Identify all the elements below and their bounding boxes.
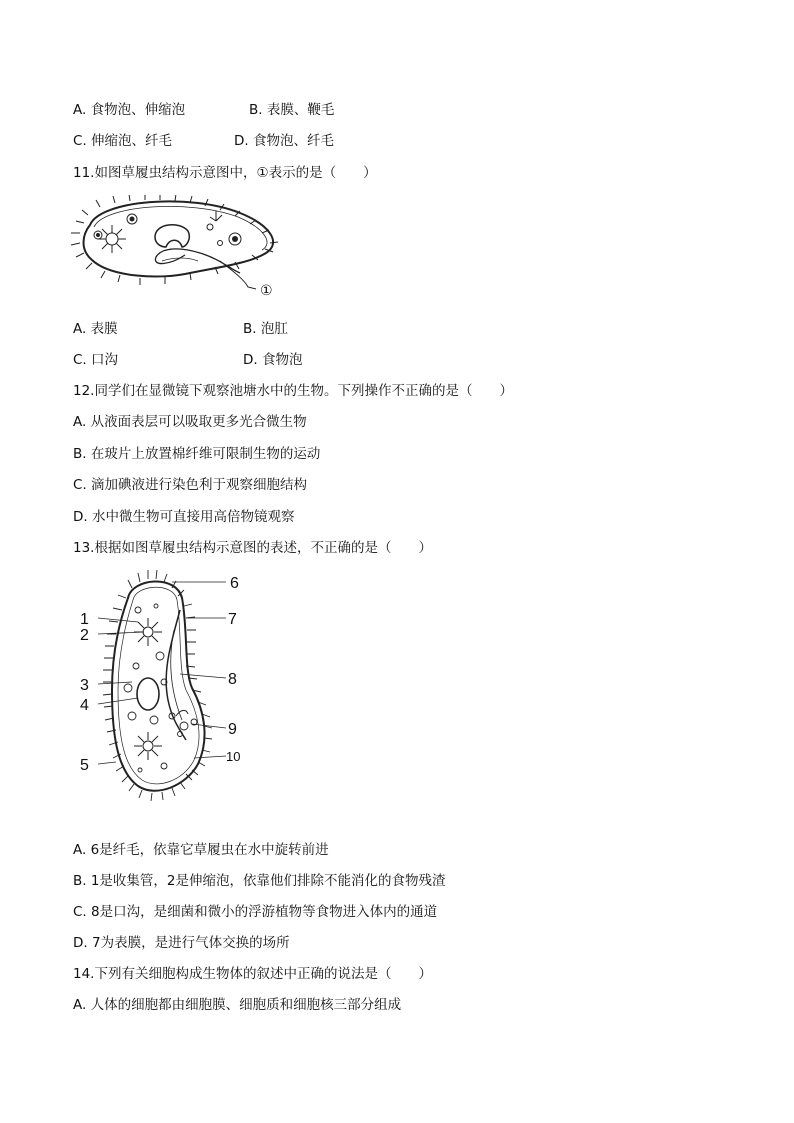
q13-label-1: 1	[80, 611, 89, 628]
q13-label-7: 7	[228, 611, 237, 628]
q13-option-d: D. 7为表膜，是进行气体交换的场所	[73, 935, 290, 951]
q10-option-d: D. 食物泡、纤毛	[234, 133, 334, 149]
q13-option-c: C. 8是口沟，是细菌和微小的浮游植物等食物进入体内的通道	[73, 904, 438, 920]
q11-option-c: C. 口沟	[73, 352, 119, 368]
q12-option-c: C. 滴加碘液进行染色利于观察细胞结构	[73, 477, 308, 493]
q13-label-4: 4	[80, 697, 89, 714]
q11-option-b: B. 泡肛	[243, 321, 288, 337]
q13-label-6: 6	[230, 575, 239, 592]
q12-option-b: B. 在玻片上放置棉纤维可限制生物的运动	[73, 446, 321, 462]
q14-question: 14.下列有关细胞构成生物体的叙述中正确的说法是（ ）	[73, 966, 432, 982]
q13-label-2: 2	[80, 627, 89, 644]
q14-option-a: A. 人体的细胞都由细胞膜、细胞质和细胞核三部分组成	[73, 997, 402, 1013]
q10-option-a: A. 食物泡、伸缩泡	[73, 102, 186, 118]
paramecium-figure-q13	[76, 570, 256, 820]
q11-option-d: D. 食物泡	[243, 352, 303, 368]
q10-option-c: C. 伸缩泡、纤毛	[73, 133, 173, 149]
q10-option-b: B. 表膜、鞭毛	[249, 102, 335, 118]
q13-option-a: A. 6是纤毛，依靠它草履虫在水中旋转前进	[73, 842, 329, 858]
q13-label-5: 5	[80, 757, 89, 774]
q13-label-10: 10	[226, 749, 241, 764]
q13-label-8: 8	[228, 671, 237, 688]
q11-figure-label: ①	[260, 282, 273, 298]
q12-option-d: D. 水中微生物可直接用高倍物镜观察	[73, 509, 295, 525]
q13-question: 13.根据如图草履虫结构示意图的表述，不正确的是（ ）	[73, 540, 432, 556]
q13-option-b: B. 1是收集管，2是伸缩泡，依靠他们排除不能消化的食物残渣	[73, 873, 446, 889]
q12-option-a: A. 从液面表层可以吸取更多光合微生物	[73, 414, 307, 430]
q13-label-9: 9	[228, 721, 237, 738]
paramecium-figure-q11	[70, 195, 290, 305]
q13-label-3: 3	[80, 677, 89, 694]
q11-question: 11.如图草履虫结构示意图中，①表示的是（ ）	[73, 165, 377, 181]
q12-question: 12.同学们在显微镜下观察池塘水中的生物。下列操作不正确的是（ ）	[73, 383, 513, 399]
q11-option-a: A. 表膜	[73, 321, 118, 337]
